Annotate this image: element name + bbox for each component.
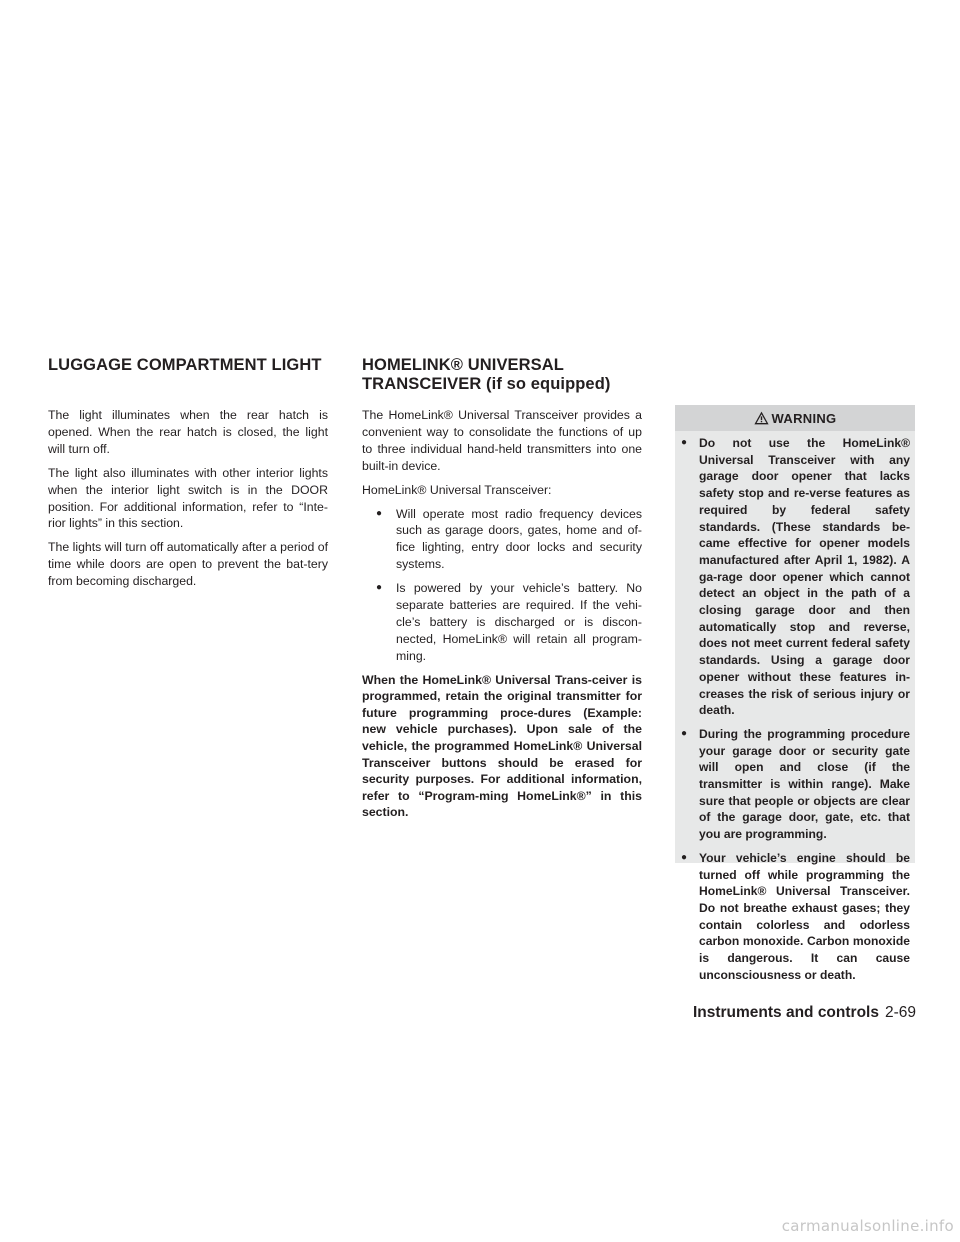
warning-list: [675, 431, 915, 984]
bullet-icon: ●: [681, 437, 688, 448]
bullet-icon: ●: [376, 507, 383, 519]
luggage-paragraph-3: The lights will turn off automatically after a period of time while doors are open to prevent the bat-tery from becoming discharged.: [48, 540, 329, 589]
bullet-icon: ●: [681, 851, 688, 863]
homelink-bold-note: When the HomeLink® Universal Trans-ceiver is programmed, retain the original transmitter for future programming proce-dures (Example: new vehicle purchases). Upon sale of the vehicle, the programmed HomeLink® Universal Transceiver buttons should be erased for security purposes. For additional information, refer to “Program-ming HomeLink®” in this section.: [362, 672, 642, 820]
watermark: carmanualsonline.info: [781, 1217, 954, 1235]
list-item: [681, 435, 910, 719]
homelink-column: [362, 407, 642, 828]
list-item-text: Will operate most radio frequency devices such as garage doors, gates, home and of-fice lighting, entry door locks and security systems.: [396, 506, 642, 572]
list-item: [681, 726, 910, 843]
page-footer: [666, 1004, 916, 1022]
page-number: 2-69: [884, 1004, 916, 1021]
luggage-light-heading: LUGGAGE COMPARTMENT LIGHT: [48, 356, 322, 374]
list-item: [362, 580, 642, 665]
list-item: [681, 850, 910, 984]
homelink-intro: The HomeLink® Universal Transceiver provides a convenient way to consolidate the functions of up to three individual hand-held transmitters into one built-in device.: [362, 408, 642, 473]
homelink-heading: HOMELINK® UNIVERSAL TRANSCEIVER (if so equipped): [362, 356, 611, 393]
warning-item-text: Do not use the HomeLink® Universal Transceiver with any garage door opener that lacks safety stop and re-verse features as required by federal safety standards. (These standards be-came effective for opener models manufactured after April 1, 1982). A ga-rage door opener which cannot detect an object in the path of a closing garage door and then automatically stop and reverse, does not meet current federal safety standards. Using a garage door opener without these features in-creases the risk of serious injury or death.: [699, 436, 910, 718]
bullet-icon: ●: [376, 582, 383, 594]
homelink-list-label: HomeLink® Universal Transceiver:: [362, 482, 552, 497]
warning-item-text: Your vehicle’s engine should be turned off while programming the HomeLink® Universal Transceiver. Do not breathe exhaust gases; they contain colorless and odorless carbon monoxide. Carbon monoxide is dangerous. It can cause unconsciousness or death.: [699, 850, 910, 982]
footer-section-title: Instruments and controls: [692, 1004, 879, 1021]
warning-header: [675, 405, 915, 431]
warning-title: WARNING: [771, 410, 837, 426]
warning-item-text: During the programming procedure your garage door or security gate will open and close (if the transmitter is within range). Make sure that people or objects are clear of the garage door, gate, etc. that you are programming.: [699, 726, 910, 842]
homelink-feature-list: [362, 506, 642, 665]
warning-box: [675, 405, 915, 982]
luggage-paragraph-2: The light also illuminates with other interior lights when the interior light switch is in the DOOR position. For additional information, refer to “Inte-rior lights” in this section.: [48, 465, 328, 531]
luggage-light-column: [48, 407, 328, 597]
list-item-text: Is powered by your vehicle’s battery. No separate batteries are required. If the vehi-cle’s battery is discharged or is discon-nected, HomeLink® will retain all program-ming.: [396, 581, 642, 663]
warning-triangle-icon: [754, 411, 769, 425]
luggage-paragraph-1: The light illuminates when the rear hatch is opened. When the rear hatch is closed, the light will turn off.: [48, 408, 328, 456]
bullet-icon: ●: [681, 727, 688, 739]
list-item: [362, 506, 642, 574]
